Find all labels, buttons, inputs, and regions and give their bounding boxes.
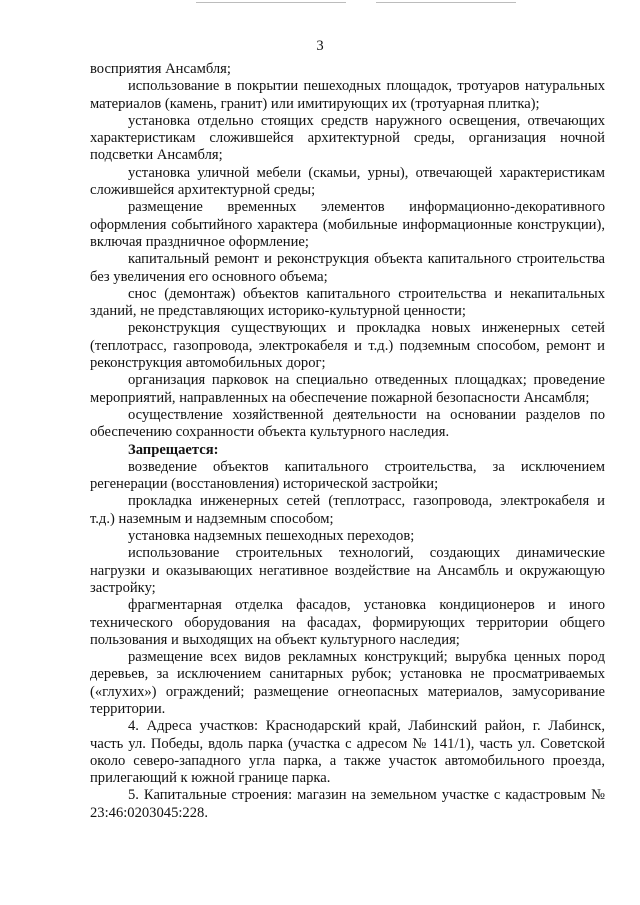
list-item-above-ground-utilities: прокладка инженерных сетей (теплотрасс, газопровода, электрокабеля и т.д.) наземным и надземным способом; <box>90 493 605 527</box>
list-item-parking: организация парковок на специально отведенных площадках; проведение мероприятий, направленных на обеспечение пожарной безопасности Ансамбля; <box>90 372 605 406</box>
list-item-overpasses: установка надземных пешеходных переходов; <box>128 528 415 545</box>
list-item-demolition: снос (демонтаж) объектов капитального строительства и некапитальных зданий, не представляющих историко-культурной ценности; <box>90 285 605 320</box>
list-item-repair: капитальный ремонт и реконструкция объекта капитального строительства без увеличения его основного объема; <box>90 251 605 285</box>
section-heading-prohibited: Запрещается: <box>128 441 219 458</box>
list-item-construction: возведение объектов капитального строительства, за исключением регенерации (восстановления) исторической застройки; <box>90 458 605 493</box>
list-item-technologies: использование строительных технологий, создающих динамические нагрузки и оказывающих негативное воздействие на Ансамбль и окружающую застройку; <box>90 545 605 596</box>
page-number: 3 <box>316 38 324 54</box>
paragraph-continuation: восприятия Ансамбля; <box>90 61 231 77</box>
scan-edge-line <box>376 2 516 3</box>
list-item-advertising: размещение всех видов рекламных конструкций; вырубка ценных пород деревьев, за исключением санитарных рубок; установка не просматриваемых («глухих») ограждений; размещение огнеопасных материалов, замусоривание территории. <box>90 649 605 717</box>
list-item-facades: фрагментарная отделка фасадов, установка кондиционеров и иного технического оборудования на фасадах, формирующих территории общего пользования и выходящих на объект культурного наследия; <box>90 597 605 648</box>
list-item-furniture: установка уличной мебели (скамьи, урны), отвечающей характеристикам сложившейся архитектурной среды; <box>90 164 605 199</box>
list-item-lighting: установка отдельно стоящих средств наружного освещения, отвечающих характеристикам сложившейся архитектурной среды, организация ночной подсветки Ансамбля; <box>90 112 605 164</box>
document-body <box>90 61 605 822</box>
scan-edge-line <box>196 2 346 3</box>
list-item-utilities: реконструкция существующих и прокладка новых инженерных сетей (теплотрасс, газопровода, электрокабеля и т.д.) подземным способом, ремонт и реконструкция автомобильных дорог; <box>90 320 605 372</box>
list-item-economic-activity: осуществление хозяйственной деятельности на основании разделов по обеспечению сохранности объекта культурного наследия. <box>90 406 605 441</box>
numbered-item-buildings: 5. Капитальные строения: магазин на земельном участке с кадастровым № 23:46:0203045:228. <box>90 787 605 821</box>
numbered-item-addresses: 4. Адреса участков: Краснодарский край, Лабинский район, г. Лабинск, часть ул. Победы, вдоль парка (участка с адресом № 141/1), часть ул. Советской около северо-западного угла парка, а также участок автомобильного проезда, прилегающий к южной границе парка. <box>90 718 605 787</box>
list-item-decoration: размещение временных элементов информационно-декоративного оформления событийного характера (мобильные информационные конструкции), включая праздничное оформление; <box>90 199 605 250</box>
list-item-paving: использование в покрытии пешеходных площадок, тротуаров натуральных материалов (камень, гранит) или имитирующих их (тротуарная плитка); <box>90 78 605 112</box>
